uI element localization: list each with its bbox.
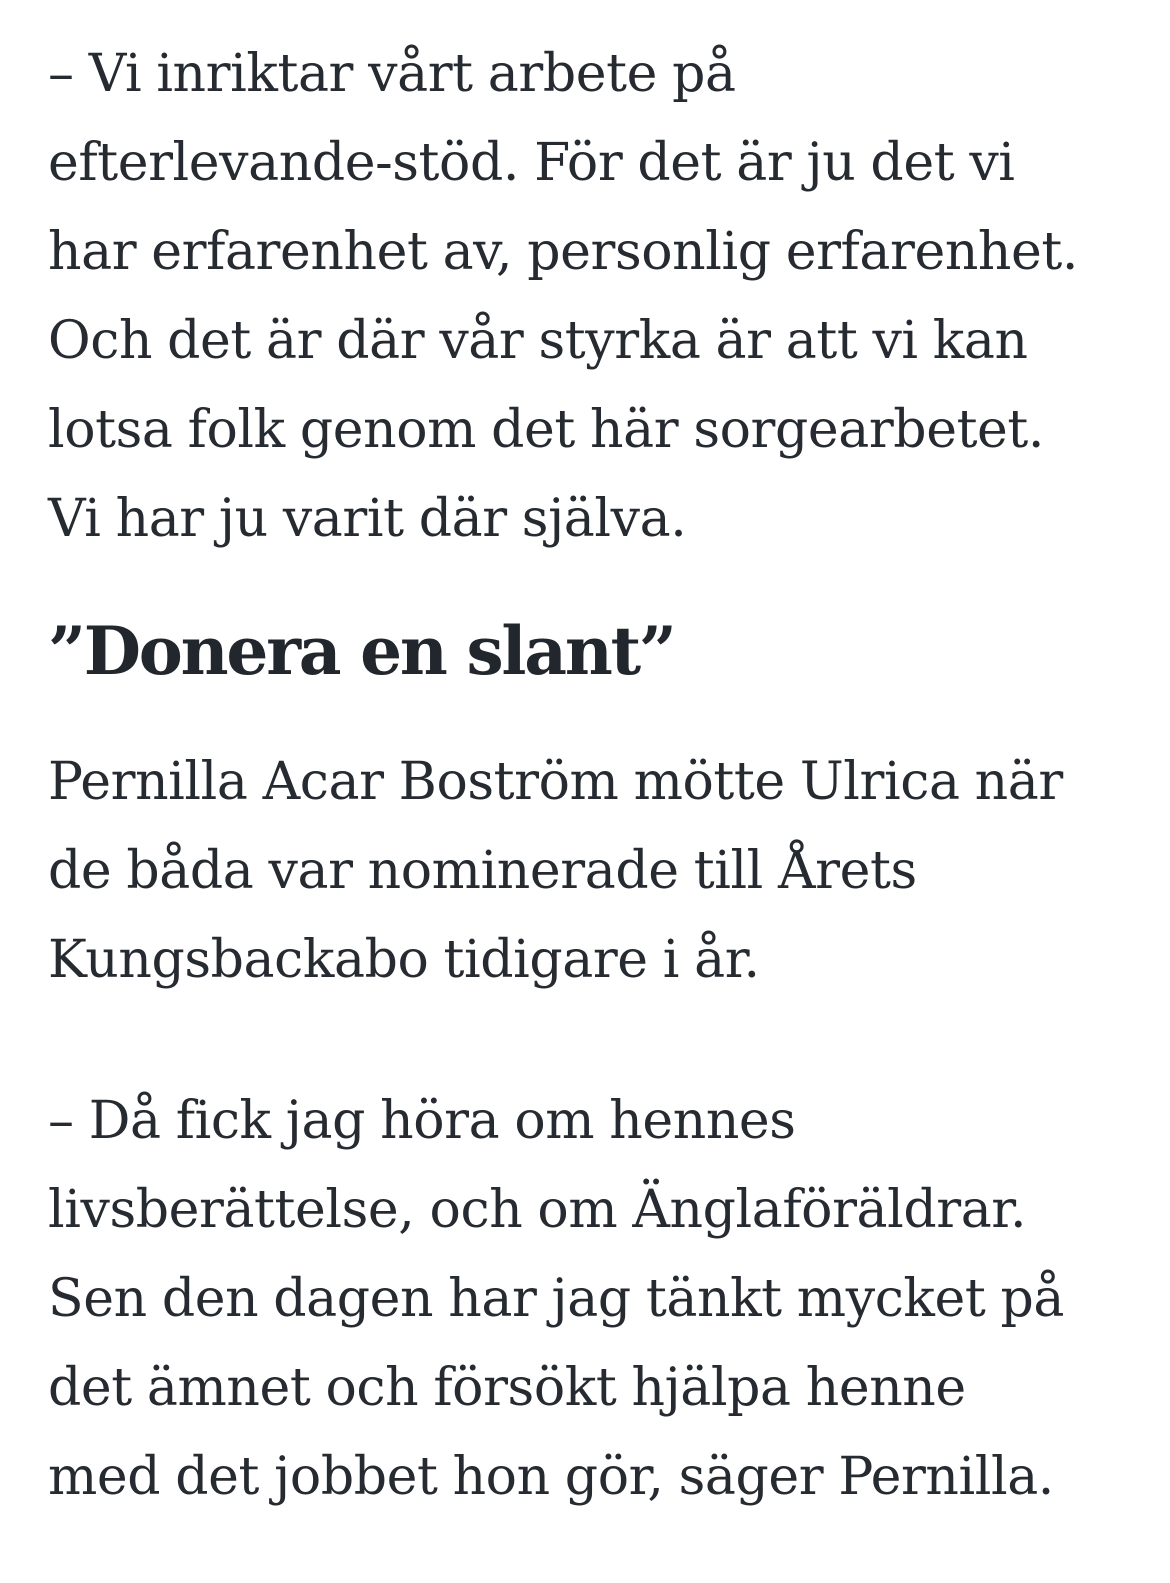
paragraph-line: – Då fick jag höra om hennes	[48, 1091, 796, 1151]
article-paragraph-quote-support	[48, 30, 1138, 564]
section-subheading: ”Donera en slant”	[48, 612, 675, 690]
paragraph-line: med det jobbet hon gör, säger Pernilla.	[48, 1447, 1054, 1507]
article-body	[48, 30, 1138, 1522]
paragraph-line: Sen den dagen har jag tänkt mycket på	[48, 1269, 1065, 1329]
paragraph-line: Kungsbackabo tidigare i år.	[48, 930, 760, 990]
paragraph-line: har erfarenhet av, personlig erfarenhet.	[48, 222, 1079, 282]
article-paragraph-meeting	[48, 738, 1138, 1005]
paragraph-line: efterlevande-stöd. För det är ju det vi	[48, 133, 1015, 193]
paragraph-line: Pernilla Acar Boström mötte Ulrica när	[48, 752, 1063, 812]
paragraph-line: Och det är där vår styrka är att vi kan	[48, 311, 1028, 371]
paragraph-line: – Vi inriktar vårt arbete på	[48, 44, 736, 104]
paragraph-line: livsberättelse, och om Änglaföräldrar.	[48, 1180, 1027, 1240]
paragraph-line: de båda var nominerade till Årets	[48, 841, 917, 901]
paragraph-line: lotsa folk genom det här sorgearbetet.	[48, 400, 1045, 460]
paragraph-line: Vi har ju varit där själva.	[48, 489, 687, 549]
paragraph-line: det ämnet och försökt hjälpa henne	[48, 1358, 966, 1418]
article-paragraph-quote-pernilla	[48, 1077, 1138, 1522]
